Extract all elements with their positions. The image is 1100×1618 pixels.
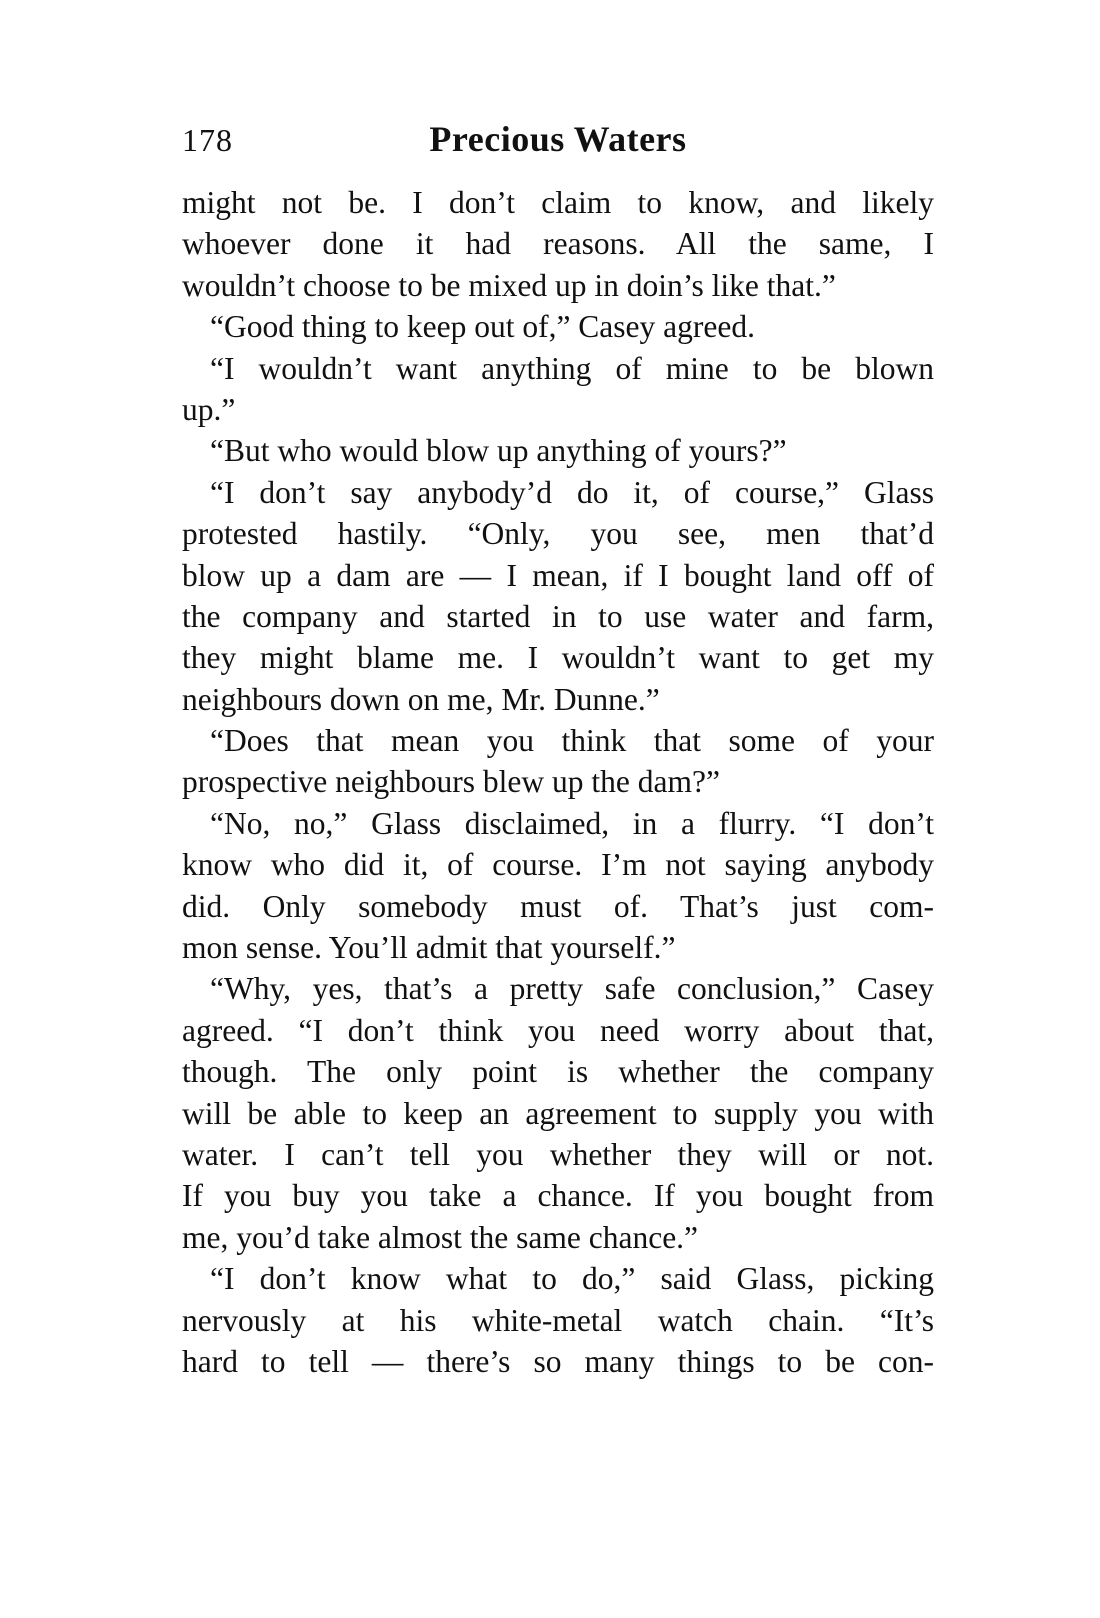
text-line: the company and started in to use water and farm, (182, 598, 934, 634)
text-line: know who did it, of course. I’m not saying anybody (182, 847, 934, 883)
text-line: they might blame me. I wouldn’t want to get my (182, 640, 934, 676)
text-line: protested hastily. “Only, you see, men that’d (182, 516, 934, 552)
page-number: 178 (182, 122, 233, 158)
text-line: might not be. I don’t claim to know, and likely (182, 185, 934, 220)
text-line: “Good thing to keep out of,” Casey agreed. (210, 309, 755, 345)
text-line: hard to tell — there’s so many things to be con- (182, 1343, 934, 1379)
text-line: “I don’t know what to do,” said Glass, picking (210, 1261, 934, 1297)
text-line: did. Only somebody must of. That’s just com- (182, 888, 934, 924)
body-text (182, 182, 934, 1382)
text-line: agreed. “I don’t think you need worry about that, (182, 1012, 934, 1048)
text-line: “Does that mean you think that some of your (210, 723, 934, 759)
text-line: up.” (182, 391, 236, 427)
text-line: prospective neighbours blew up the dam?” (182, 764, 720, 800)
text-line: “I don’t say anybody’d do it, of course,” Glass (210, 474, 934, 510)
running-title: Precious Waters (429, 119, 687, 159)
text-line: me, you’d take almost the same chance.” (182, 1219, 699, 1255)
text-line: “No, no,” Glass disclaimed, in a flurry. “I don’t (210, 805, 934, 841)
text-line: “But who would blow up anything of yours?” (210, 433, 787, 469)
text-line: water. I can’t tell you whether they will or not. (182, 1136, 934, 1172)
text-line: will be able to keep an agreement to supply you with (182, 1095, 934, 1131)
text-line: nervously at his white-metal watch chain. “It’s (182, 1302, 934, 1338)
text-line: though. The only point is whether the company (182, 1054, 934, 1090)
text-line: “I wouldn’t want anything of mine to be blown (210, 350, 934, 386)
text-line: wouldn’t choose to be mixed up in doin’s like that.” (182, 267, 836, 303)
text-line: whoever done it had reasons. All the same, I (182, 226, 934, 262)
text-line: “Why, yes, that’s a pretty safe conclusion,” Casey (210, 971, 934, 1007)
text-line: If you buy you take a chance. If you bought from (182, 1178, 934, 1214)
page-header (182, 112, 934, 172)
text-line: neighbours down on me, Mr. Dunne.” (182, 681, 660, 717)
text-line: mon sense. You’ll admit that yourself.” (182, 930, 676, 966)
text-line: blow up a dam are — I mean, if I bought land off of (182, 557, 934, 593)
